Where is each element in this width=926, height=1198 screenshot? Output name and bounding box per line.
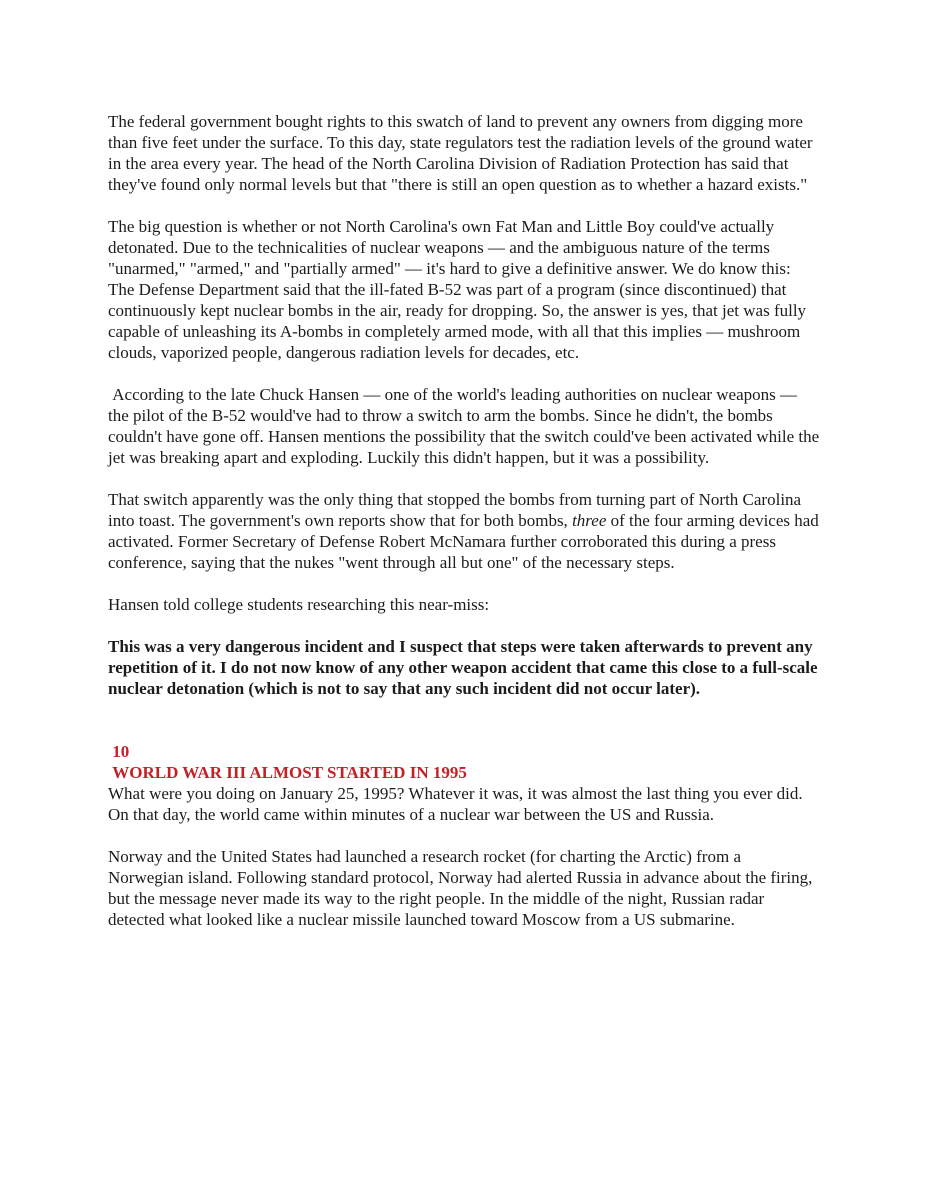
section-title: WORLD WAR III ALMOST STARTED IN 1995	[108, 763, 467, 782]
paragraph-hansen-quote: This was a very dangerous incident and I suspect that steps were taken afterwards to prevent any repetition of it. I do not now know of any other weapon accident that came this close to a full-scale nuclear detonation (which is not to say that any such incident did not occur later).	[108, 637, 822, 698]
paragraph-jan-25-1995: What were you doing on January 25, 1995? Whatever it was, it was almost the last thing you ever did. On that day, the world came within minutes of a nuclear war between the US and Russia.	[108, 784, 807, 824]
arming-devices-text-before: That switch apparently was the only thing that stopped the bombs from turning part of North Carolina into toast. The government's own reports show that for both bombs,	[108, 490, 806, 530]
paragraph-federal-land: The federal government bought rights to this swatch of land to prevent any owners from digging more than five feet under the surface. To this day, state regulators test the radiation levels of the ground water in the area every year. The head of the North Carolina Division of Radiation Protection has said that they've found only normal levels but that "there is still an open question as to whether a hazard exists."	[108, 112, 817, 194]
arming-devices-text-after: of the four arming devices had activated. Former Secretary of Defense Robert McNamara further corroborated this during a press conference, saying that the nukes "went through all but one" of the necessary steps.	[108, 511, 824, 572]
paragraph-arming-devices	[108, 489, 824, 573]
paragraph-hansen-told: Hansen told college students researching this near-miss:	[108, 595, 490, 614]
arming-devices-italic-word: three	[572, 511, 607, 530]
section-heading-block	[108, 741, 820, 825]
paragraph-norway-rocket: Norway and the United States had launched a research rocket (for charting the Arctic) from a Norwegian island. Following standard protocol, Norway had alerted Russia in advance about the firing, but the message never made its way to the right people. In the middle of the night, Russian radar detected what looked like a nuclear missile launched toward Moscow from a US submarine.	[108, 847, 817, 929]
document-text-block	[108, 111, 824, 930]
section-number: 10	[108, 742, 130, 761]
paragraph-big-question: The big question is whether or not North Carolina's own Fat Man and Little Boy could've actually detonated. Due to the technicalities of nuclear weapons — and the ambiguous nature of the terms "unarmed," "armed," and "partially armed" — it's hard to give a definitive answer. We do know this: The Defense Department said that the ill-fated B-52 was part of a program (since discontinued) that continuously kept nuclear bombs in the air, ready for dropping. So, the answer is yes, that jet was fully capable of unleashing its A-bombs in completely armed mode, with all that this implies — mushroom clouds, vaporized people, dangerous radiation levels for decades, etc.	[108, 217, 811, 362]
paragraph-chuck-hansen: According to the late Chuck Hansen — one of the world's leading authorities on nuclear weapons — the pilot of the B-52 would've had to throw a switch to arm the bombs. Since he didn't, the bombs couldn't have gone off. Hansen mentions the possibility that the switch could've been activated while the jet was breaking apart and exploding. Luckily this didn't happen, but it was a possibility.	[108, 385, 824, 467]
